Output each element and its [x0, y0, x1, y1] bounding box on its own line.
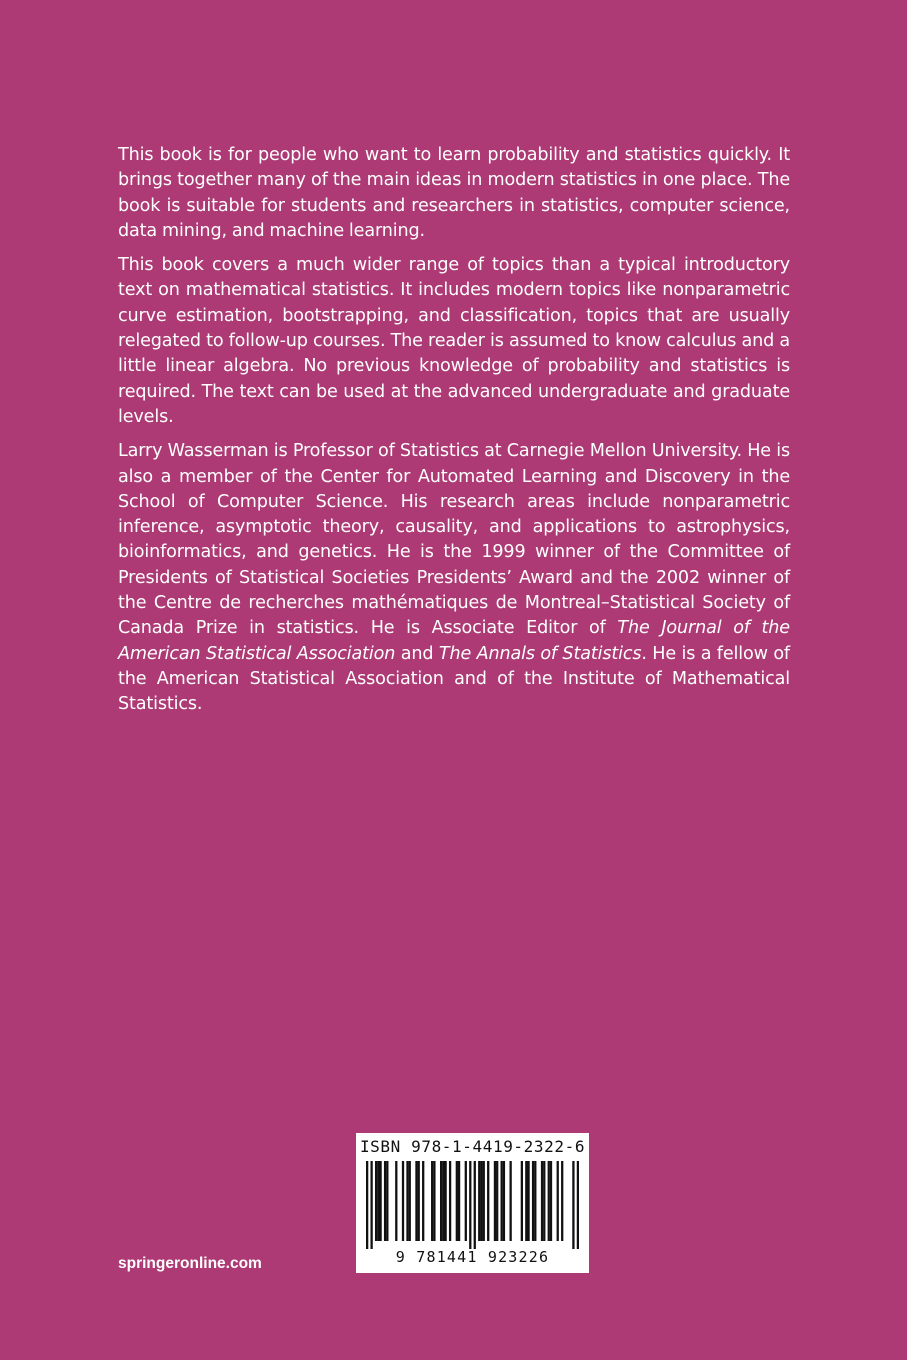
barcode-bar [503, 1161, 505, 1241]
barcode-bar [487, 1161, 489, 1241]
barcode-bar [577, 1161, 579, 1249]
blurb-paragraph-2: This book covers a much wider range of topics than a typical introductory text on mathematical statistics. It includes modern topics like nonparametric curve estimation, bootstrapping, and classification, topics that are usually relegated to follow-up courses. The reader is assumed to know calculus and a little linear algebra. No previous knowledge of probability and statistics is required. The text can be used at the advanced undergraduate and graduate levels. [118, 255, 790, 427]
author-bio-paragraph [118, 439, 790, 717]
blurb-paragraph-1: This book is for people who want to learn probability and statistics quickly. It brings together many of the main ideas in modern statistics in one place. The book is suitable for students and researchers in statistics, computer science, data mining, and machine learning. [118, 145, 790, 241]
barcode-bar [561, 1161, 563, 1241]
barcode-bar [534, 1161, 536, 1241]
barcode-bar [550, 1161, 552, 1241]
journal-title-jasa: The Journal of the American Statistical Association [118, 618, 790, 664]
barcode-bar [572, 1161, 574, 1249]
barcode-bar [465, 1161, 467, 1241]
barcode-bar [402, 1161, 404, 1241]
barcode-bar [370, 1161, 372, 1249]
barcode-bar [433, 1161, 435, 1241]
barcode-bar [557, 1161, 559, 1241]
barcode-bar [418, 1161, 420, 1241]
barcode-bar [406, 1161, 408, 1241]
barcode-bar [384, 1161, 386, 1241]
barcode-bar [456, 1161, 458, 1241]
isbn-barcode [356, 1133, 589, 1273]
barcode-bar [377, 1161, 379, 1241]
barcode-bar [501, 1161, 503, 1241]
barcode-bar [386, 1161, 388, 1241]
barcode-bar [422, 1161, 424, 1241]
barcode-bar [440, 1161, 442, 1241]
isbn-label: ISBN 978-1-4419-2322-6 [359, 1137, 586, 1156]
barcode-bar [483, 1161, 485, 1241]
barcode-bar [525, 1161, 527, 1241]
author-bio-text-end: . He is a fellow of the American Statistical Association and of the Institute of Mathematical Statistics. [118, 643, 790, 715]
barcode-bar [496, 1161, 498, 1241]
barcode-bar [532, 1161, 534, 1241]
barcode-bar [379, 1161, 381, 1241]
barcode-bar [509, 1161, 511, 1241]
barcode-bar [449, 1161, 451, 1241]
barcode-bar [395, 1161, 397, 1241]
back-cover-blurb [118, 143, 790, 727]
barcode-bar [444, 1161, 446, 1241]
barcode-bar [478, 1161, 480, 1241]
barcode-bar [442, 1161, 444, 1241]
barcode-bar [469, 1161, 471, 1249]
barcode-bar [548, 1161, 550, 1241]
barcode-bar [521, 1161, 523, 1241]
barcode-bar [366, 1161, 368, 1249]
barcode-bar [375, 1161, 377, 1241]
barcode-bar [543, 1161, 545, 1241]
barcode-bar [474, 1161, 476, 1249]
barcode-bar [480, 1161, 482, 1241]
author-bio-conjunction: and [395, 643, 439, 664]
journal-title-annals: The Annals of Statistics [438, 643, 642, 664]
publisher-website: springeronline.com [118, 1255, 262, 1272]
barcode-bar [409, 1161, 411, 1241]
barcode-bars [366, 1161, 579, 1249]
barcode-bar [494, 1161, 496, 1241]
author-bio-text: Larry Wasserman is Professor of Statistics at Carnegie Mellon University. He is also a member of the Center for Automated Learning and Discovery in the School of Computer Science. His research areas include nonparametric inference, asymptotic theory, causality, and applications to astrophysics, bioinformatics, and genetics. He is the 1999 winner of the Committee of Presidents of Statistical Societies Presidents’ Award and the 2002 winner of the Centre de recherches mathématiques de Montreal–Statistical Society of Canada Prize in statistics. He is Associate Editor of [118, 441, 790, 639]
barcode-bar [415, 1161, 417, 1241]
barcode-bar [527, 1161, 529, 1241]
barcode-bar [541, 1161, 543, 1241]
barcode-bar [431, 1161, 433, 1241]
barcode-bar [458, 1161, 460, 1241]
ean-digits: 9 781441 923226 [395, 1248, 550, 1266]
